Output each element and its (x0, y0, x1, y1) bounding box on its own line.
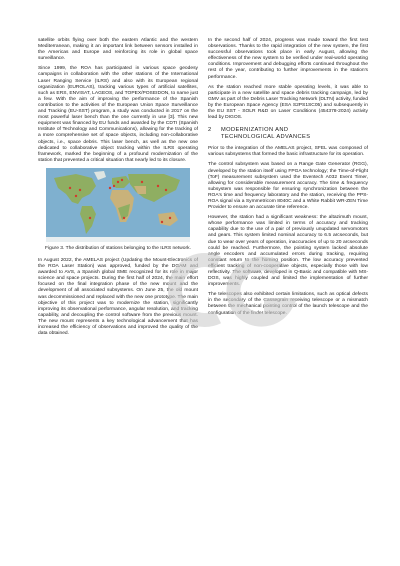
antarctica (46, 237, 190, 242)
station-marker (123, 217, 125, 219)
station-marker (121, 179, 123, 181)
world-map-image (46, 168, 190, 242)
ilrs-world-map-figure (46, 168, 190, 242)
station-marker (113, 185, 115, 187)
station-marker (75, 195, 77, 197)
right-paragraph-4: The control subsystem was based on a Range Gate Generator (RGG), developed by the station itself using FPGA technology; the Time-of-Flight (ToF) measurement subsystem used the Eventech A032 Event Timer, allowing for considerable measurement accuracy. The time & frequency subsystem was responsible for ensuring synchronization between the ROA's time and frequency laboratory and the station, receiving the PPS-ROA signal via a Symmetricom 8040C and a White Rabbit WR-ZEN Time Provider to ensure an accurate time reference. (208, 162, 368, 211)
right-paragraph-3: Prior to the integration of the AMELAS project, SFEL was composed of various subsystems that formed the basic infrastructure for its operation. (208, 146, 368, 158)
section-title-line-1: MODERNIZATION AND (221, 127, 289, 134)
right-paragraph-1: In the second half of 2024, progress was made toward the first test observations. Thanks to the rapid integration of the new system, the first successful observations took place in early August, allowing the effectiveness of the new system to be verified under real-world operating conditions. Improvement and debugging efforts continued throughout the rest of the year, contributing to further improvements in the station's performance. (208, 38, 368, 80)
left-column (38, 38, 198, 341)
right-paragraph-6: The telescopes also exhibited certain limitations, such as optical defects in the secondary of the Cassegrain receiving telescope or a mismatch between the mechanical pointing control of the launch telescope and the configuration of the finder telescope. (208, 292, 368, 316)
station-marker (169, 217, 171, 219)
section-title-line-2: TECHNOLOGICAL ADVANCES (221, 134, 311, 141)
section-number: 2 (208, 127, 212, 134)
station-marker (79, 189, 81, 191)
right-paragraph-2: As the station reached more stable operating levels, it was able to participate in a new satellite and space debris tracking campaign, led by GMV as part of the Debris Laser Tracking Network (DLTN) activity, funded by the European Space Agency (ESA S2PS1SC05) and subsequently in the EU SST - SOLR R&D on Laser Conditions (454378-2024) activity lead by DIGOS. (208, 84, 368, 121)
right-paragraph-5: However, the station had a significant weakness: the altazimuth mount, whose performance was limited in terms of accuracy and tracking capability due to the use of a pair of previously unupdated servomotors and gears. This system limited nominal accuracy to 6.5 arcseconds, but due to wear over years of operation, inaccuracies of up to 20 arcseconds could be reached. Furthermore, the pointing system lacked absolute angle encoders and accumulated errors during tracking, requiring constant return to the homing position. The low accuracy prevented efficient tracking of non-cooperative objects, especially those with low reflectivity. The software, developed in Q-Basic and compatible with MS-DOS, was highly coupled and limited the implementation of further improvements. (208, 215, 368, 288)
station-marker (161, 221, 163, 223)
station-marker (109, 187, 111, 189)
section-heading (208, 127, 368, 141)
station-marker (69, 187, 71, 189)
right-column (208, 38, 368, 321)
left-paragraph-1: satellite orbits flying over both the eastern Atlantic and the western Mediterranean, making it an important link between sensors installed in the Americas and Europe and reinforcing its role in global space surveillance. (38, 38, 198, 62)
station-marker (157, 185, 159, 187)
station-marker (117, 181, 119, 183)
station-marker (141, 181, 143, 183)
station-marker (165, 189, 167, 191)
station-marker (89, 217, 91, 219)
left-paragraph-3: In August 2022, the AMELAS project (Updating the Mount-Electronics of the ROA Laser Station) was approved, funded by the DGAM and awarded to AVS, a Spanish global SME recognized for its role in major science and space projects. During the first half of 2024, the main effort focused on the final integration phase of the new mount and the development of all associated subsystems. On June 25, the old mount was decommissioned and replaced with the new one prototype. The main objective of this project was to modernize the station, significantly improving its observational performance, angular resolution, and tracking capability, and decoupling the control software from the previous mount. The new mount represents a key technological advancement that has increased the efficiency of observations and improved the quality of the data obtained. (38, 257, 198, 337)
left-paragraph-2: Since 1999, the ROA has participated in various space geodesy campaigns in collaboration with the other stations of the International Laser Ranging Service (ILRS) and also with its European regional organization (EUROLAS), tracking various types of artificial satellites, such as ERS, ENVISAT, LAGEOS, and TOPEX/POSEIDON, to name just a few. With the aim of improving the performance of the Spanish contribution to the activities of the European Union Space Surveillance and Tracking (EU-SST) program, a study was conducted in 2017 on the most powerful laser bench than the one currently in use [3]. This new equipment was financed by EU funds and awarded by the CDTI (Spanish Institute of Technology and Communications), allowing for the tracking of a more comprehensive set of space objects, including non-collaborative objects, i.e., space debris. This laser bench, as well as the new one dedicated to collaborative object tracking within the ILRS operating framework, marked the beginning of a profound modernization of the station that prevented a critical situation that nearly led to its closure. (38, 66, 198, 163)
figure-caption: Figure 3. The distribution of stations belonging to the ILRS network. (45, 245, 191, 251)
